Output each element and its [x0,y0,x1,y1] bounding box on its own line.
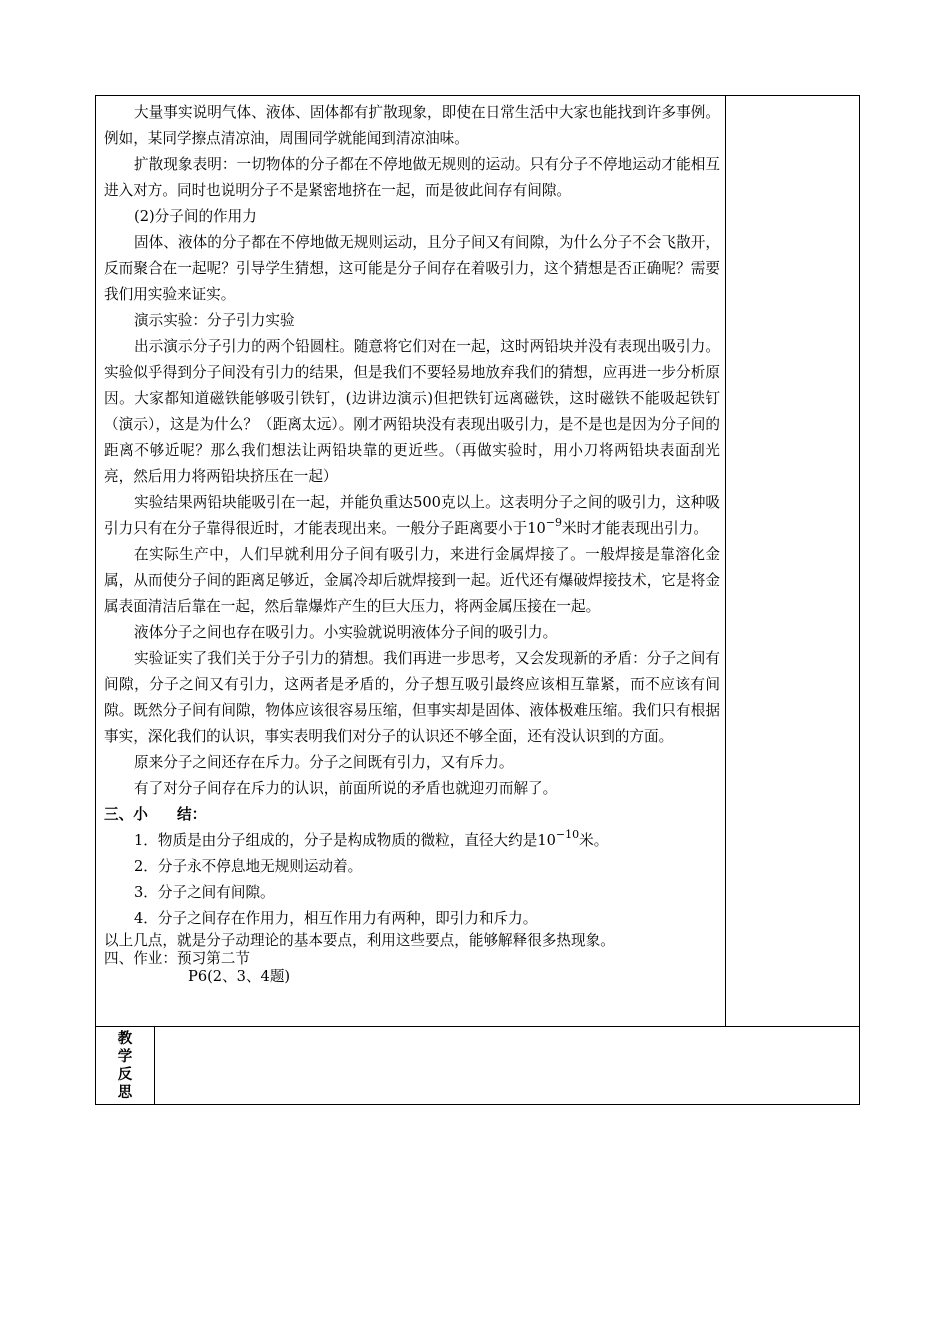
reflection-label [96,1030,154,1102]
summary-item-1 [104,828,720,854]
result-text-before: 实验结果两铅块能吸引在一起，并能负重达500克以上。这表明分子之间的吸引力，这种吸引力只有在分子靠得很近时，才能表现出来。一般分子距离要小于10 [104,494,720,537]
subheading-molecular-force: (2)分子间的作用力 [134,208,257,225]
paragraph-resolved: 有了对分子间存在斥力的认识，前面所说的矛盾也就迎刃而解了。 [134,780,558,797]
paragraph-lead-cylinders: 出示演示分子引力的两个铅圆柱。随意将它们对在一起，这时两铅块并没有表现出吸引力。实验似乎得到分子间没有引力的结果，但是我们不要轻易地放弃我们的猜想，应再进一步分析原因。大家都知道磁铁能够吸引铁钉，(边讲边演示)但把铁钉远离磁铁，这时磁铁不能吸起铁钉（演示），这是为什么？（距离太远）。刚才两铅块没有表现出吸引力，是不是也是因为分子间的距离不够近呢？那么我们想法让两铅块靠的更近些。（再做实验时，用小刀将两铅块表面刮光亮，然后用力将两铅块挤压在一起） [104,338,720,485]
summary-item-2: 2．分子永不停息地无规则运动着。 [134,858,363,875]
notes-column-divider [725,95,726,1027]
reflection-row-divider [95,1026,860,1027]
homework-line-2: P6(2、3、4题) [188,968,291,985]
summary-item-1-exponent: −10 [555,828,580,841]
reflection-label-divider [154,1026,155,1105]
paragraph-liquid: 液体分子之间也存在吸引力。小实验就说明液体分子间的吸引力。 [134,624,558,641]
summary-conclusion: 以上几点，就是分子动理论的基本要点，利用这些要点，能够解释很多热现象。 [104,932,615,949]
result-text-after: 米时才能表现出引力。 [562,520,708,537]
summary-item-1-after: 米。 [579,832,609,849]
homework-line-1: 四、作业：预习第二节 [104,950,250,967]
paragraph-experiment-result [104,490,720,542]
subheading-demo: 演示实验：分子引力实验 [134,312,295,329]
summary-item-3: 3．分子之间有间隙。 [134,884,275,901]
paragraph-repulsion: 原来分子之间还存在斥力。分子之间既有引力，又有斥力。 [134,754,514,771]
paragraph-guess: 固体、液体的分子都在不停地做无规则运动，且分子间又有间隙，为什么分子不会飞散开，反而聚合在一起呢？引导学生猜想，这可能是分子间存在着吸引力，这个猜想是否正确呢？需要我们用实验来证实。 [104,234,720,303]
reflection-label-char: 教 [117,1031,133,1047]
reflection-label-char: 思 [117,1085,133,1101]
reflection-label-char: 学 [117,1049,133,1065]
summary-item-1-before: 1．物质是由分子组成的，分子是构成物质的微粒，直径大约是10 [134,832,556,849]
paragraph-welding: 在实际生产中，人们早就利用分子间有吸引力，来进行金属焊接了。一般焊接是靠溶化金属，从而使分子间的距离足够近，金属冷却后就焊接到一起。近代还有爆破焊接技术，它是将金属表面清洁后靠在一起，然后靠爆炸产生的巨大压力，将两金属压接在一起。 [104,546,720,615]
paragraph-diffusion-meaning: 扩散现象表明：一切物体的分子都在不停地做无规则的运动。只有分子不停地运动才能相互进入对方。同时也说明分子不是紧密地挤在一起，而是彼此间存有间隙。 [104,156,720,199]
paragraph-contradiction: 实验证实了我们关于分子引力的猜想。我们再进一步思考，又会发现新的矛盾：分子之间有间隙，分子之间又有引力，这两者是矛盾的，分子想互吸引最终应该相互靠紧，而不应该有间隙。既然分子间有间隙，物体应该很容易压缩，但事实却是固体、液体极难压缩。我们只有根据事实，深化我们的认识，事实表明我们对分子的认识还不够全面，还有没认识到的方面。 [104,650,720,745]
paragraph-diffusion-examples: 大量事实说明气体、液体、固体都有扩散现象，即使在日常生活中大家也能找到许多事例。例如，某同学擦点清凉油，周围同学就能闻到清凉油味。 [104,104,720,147]
summary-item-4: 4．分子之间存在作用力，相互作用力有两种，即引力和斥力。 [134,910,538,927]
lesson-content [104,100,720,986]
reflection-label-char: 反 [117,1067,133,1083]
result-exponent: −9 [545,516,563,529]
summary-heading: 三、小 结： [104,806,207,823]
